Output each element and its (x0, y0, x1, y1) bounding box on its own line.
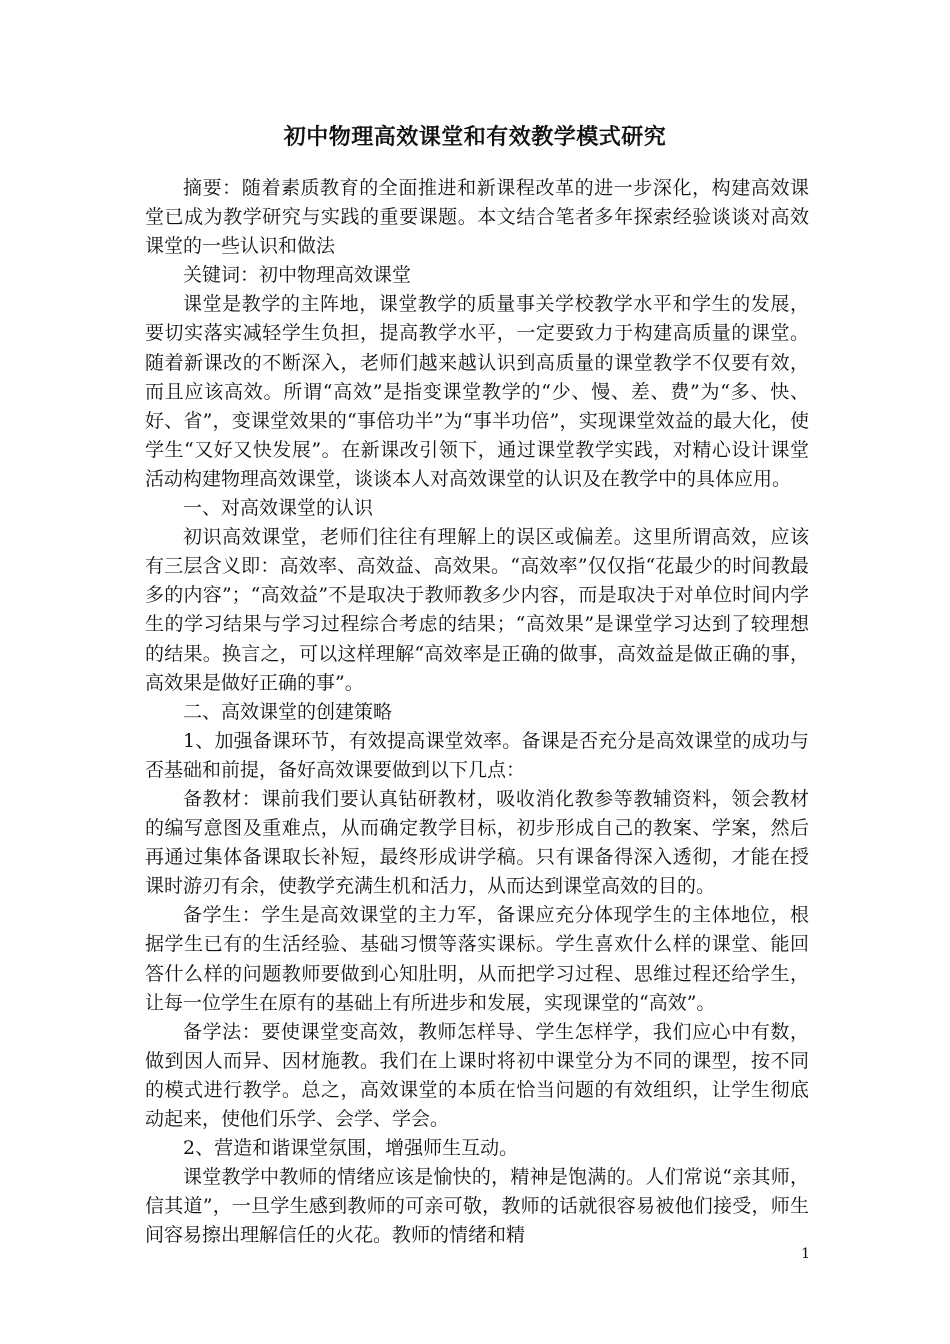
body-paragraph: 课堂教学中教师的情绪应该是愉快的，精神是饱满的。人们常说“亲其师，信其道”，一旦学生感到教师的可亲可敬，教师的话就很容易被他们接受，师生间容易擦出理解信任的火花。教师的情绪和精 (145, 1166, 809, 1247)
subsection-heading-2: 2、营造和谐课堂氛围，增强师生互动。 (183, 1137, 519, 1160)
document-body (145, 174, 809, 1250)
body-paragraph: 备学生：学生是高效课堂的主力军，备课应充分体现学生的主体地位，根据学生已有的生活经验、基础习惯等落实课标。学生喜欢什么样的课堂、能回答什么样的问题教师要做到心知肚明，从而把学习过程、思维过程还给学生，让每一位学生在原有的基础上有所进步和发展，实现课堂的“高效”。 (145, 904, 809, 1014)
document-title: 初中物理高效课堂和有效教学模式研究 (283, 124, 667, 150)
abstract-paragraph: 摘要：随着素质教育的全面推进和新课程改革的进一步深化，构建高效课堂已成为教学研究与实践的重要课题。本文结合笔者多年探索经验谈谈对高效课堂的一些认识和做法 (145, 177, 809, 258)
body-paragraph: 初识高效课堂，老师们往往有理解上的误区或偏差。这里所谓高效，应该有三层含义即：高效率、高效益、高效果。“高效率”仅仅指“花最少的时间教最多的内容”；“高效益”不是取决于教师教多少内容，而是取决于对单位时间内学生的学习结果与学习过程综合考虑的结果；“高效果”是课堂学习达到了较理想的结果。换言之，可以这样理解“高效率是正确的做事，高效益是做正确的事，高效果是做好正确的事”。 (145, 526, 809, 694)
body-paragraph: 备教材：课前我们要认真钻研教材，吸收消化教参等教辅资料，领会教材的编写意图及重难点，从而确定教学目标，初步形成自己的教案、学案，然后再通过集体备课取长补短，最终形成讲学稿。只有课备得深入透彻，才能在授课时游刃有余，使教学充满生机和活力，从而达到课堂高效的目的。 (145, 787, 809, 898)
page-number: 1 (801, 1246, 810, 1262)
intro-paragraph: 课堂是教学的主阵地，课堂教学的质量事关学校教学水平和学生的发展，要切实落实减轻学生负担，提高教学水平，一定要致力于构建高质量的课堂。随着新课改的不断深入，老师们越来越认识到高质量的课堂教学不仅要有效，而且应该高效。所谓“高效”是指变课堂教学的“少、慢、差、费”为“多、快、好、省”，变课堂效果的“事倍功半”为“事半功倍”，实现课堂效益的最大化，使学生“又好又快发展”。在新课改引领下，通过课堂教学实践，对精心设计课堂活动构建物理高效课堂，谈谈本人对高效课堂的认识及在教学中的具体应用。 (145, 293, 809, 490)
section-heading-1: 一、对高效课堂的认识 (183, 497, 374, 520)
body-paragraph: 备学法：要使课堂变高效，教师怎样导、学生怎样学，我们应心中有数，做到因人而异、因材施教。我们在上课时将初中课堂分为不同的课型，按不同的模式进行教学。总之，高效课堂的本质在恰当问题的有效组织，让学生彻底动起来，使他们乐学、会学、学会。 (145, 1020, 809, 1130)
section-heading-2: 二、高效课堂的创建策略 (183, 700, 393, 723)
subsection-heading-1: 1、加强备课环节，有效提高课堂效率。备课是否充分是高效课堂的成功与否基础和前提，备好高效课要做到以下几点： (145, 729, 809, 781)
keywords-paragraph: 关键词：初中物理高效课堂 (183, 264, 412, 287)
